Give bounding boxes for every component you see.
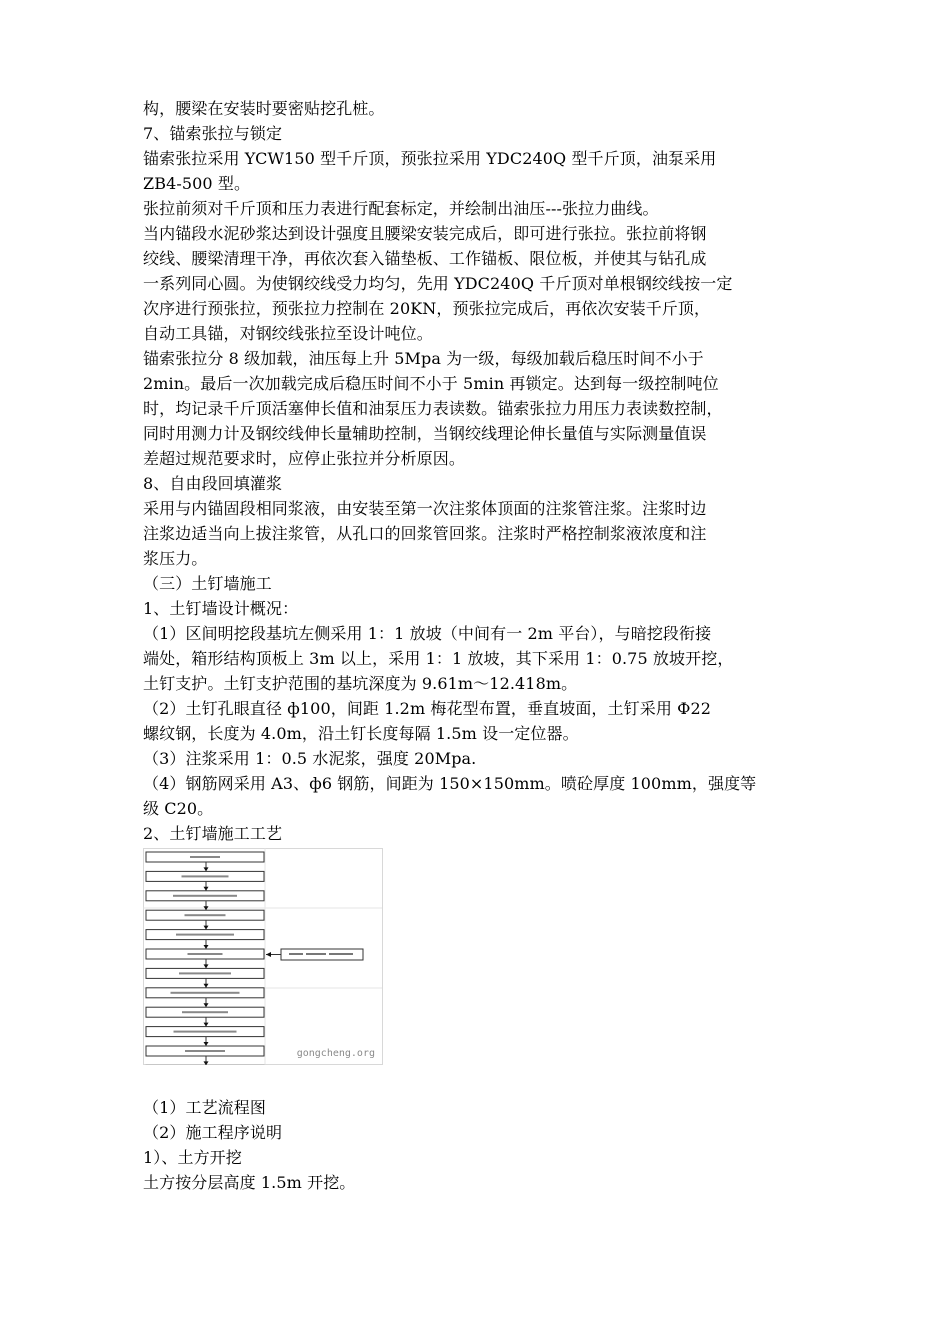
paragraph-line: 自动工具锚，对钢绞线张拉至设计吨位。 — [143, 324, 433, 343]
paragraph-line: 锚索张拉分 8 级加载，油压每上升 5Mpa 为一级，每级加载后稳压时间不小于 — [143, 349, 704, 368]
paragraph-line: 螺纹钢，长度为 4.0m，沿土钉长度每隔 1.5m 设一定位器。 — [143, 724, 579, 743]
paragraph-line: 级 C20。 — [143, 799, 214, 818]
flowchart-step-text — [185, 914, 226, 916]
section-heading: 7、锚索张拉与锁定 — [143, 124, 283, 143]
paragraph-line: 次序进行预张拉，预张拉力控制在 20KN，预张拉完成后，再依次安装千斤顶， — [143, 299, 711, 318]
text-block-top — [143, 96, 823, 846]
paragraph-line: （1）区间明挖段基坑左侧采用 1：1 放坡（中间有一 2m 平台），与暗挖段衔接 — [143, 624, 712, 643]
flowchart-step-text — [174, 1031, 237, 1033]
section-heading: 8、自由段回填灌浆 — [143, 474, 283, 493]
flowchart-step-text — [173, 895, 237, 897]
flowchart-step-text — [188, 953, 223, 955]
paragraph-line: 时，均记录千斤顶活塞伸长值和油泵压力表读数。锚索张拉力用压力表读数控制， — [143, 399, 723, 418]
paragraph-line: ZB4-500 型。 — [143, 174, 251, 193]
paragraph-line: 锚索张拉采用 YCW150 型千斤顶，预张拉采用 YDC240Q 型千斤顶，油泵采用 — [143, 149, 717, 168]
paragraph-line: （4）钢筋网采用 A3、ф6 钢筋，间距为 150×150mm。喷砼厚度 100mm，强度等 — [143, 774, 757, 793]
section-heading: 2、土钉墙施工工艺 — [143, 824, 283, 843]
flowchart-step-text — [185, 1050, 225, 1052]
paragraph-line: 同时用测力计及钢绞线伸长量辅助控制，当钢绞线理论伸长量值与实际测量值误 — [143, 424, 707, 443]
paragraph-line: 当内锚段水泥砂浆达到设计强度且腰梁安装完成后，即可进行张拉。张拉前将钢 — [143, 224, 707, 243]
flowchart-step-text — [182, 1011, 228, 1013]
paragraph-line: 采用与内锚固段相同浆液，由安装至第一次注浆体顶面的注浆管注浆。注浆时边 — [143, 499, 707, 518]
text-block-bottom — [143, 1095, 823, 1195]
flowchart-step-text — [190, 856, 220, 858]
section-heading: （三）土钉墙施工 — [143, 574, 272, 593]
section-heading: 1）、土方开挖 — [143, 1148, 242, 1167]
paragraph-line: 浆压力。 — [143, 549, 208, 568]
section-heading: 1、土钉墙设计概况： — [143, 599, 299, 618]
flowchart-step-text — [171, 992, 240, 994]
paragraph-line: 一系列同心圆。为使钢绞线受力均匀，先用 YDC240Q 千斤顶对单根钢绞线按一定 — [143, 274, 733, 293]
paragraph-line: 端处，箱形结构顶板上 3m 以上，采用 1：1 放坡，其下采用 1：0.75 放坡开挖， — [143, 649, 734, 668]
section-heading: （2）施工程序说明 — [143, 1123, 283, 1142]
paragraph-line: 绞线、腰梁清理干净，再依次套入锚垫板、工作锚板、限位板，并使其与钻孔成 — [143, 249, 707, 268]
paragraph-line: 构，腰梁在安装时要密贴挖孔桩。 — [143, 99, 385, 118]
paragraph-line: 土方按分层高度 1.5m 开挖。 — [143, 1173, 356, 1192]
watermark-text: gongcheng.org — [296, 1048, 375, 1059]
flowchart-step-text — [182, 875, 229, 877]
paragraph-line: 2min。最后一次加载完成后稳压时间不小于 5min 再锁定。达到每一级控制吨位 — [143, 374, 719, 393]
paragraph-line: 差超过规范要求时，应停止张拉并分析原因。 — [143, 449, 466, 468]
paragraph-line: 注浆边适当向上拔注浆管，从孔口的回浆管回浆。注浆时严格控制浆液浓度和注 — [143, 524, 707, 543]
paragraph-line: （2）土钉孔眼直径 ф100，间距 1.2m 梅花型布置，垂直坡面，土钉采用 Ф22 — [143, 699, 712, 718]
process-flowchart-image — [143, 848, 383, 1065]
paragraph-line: 张拉前须对千斤顶和压力表进行配套标定，并绘制出油压---张拉力曲线。 — [143, 199, 659, 218]
flowchart-step-text — [176, 934, 234, 936]
paragraph-line: （3）注浆采用 1：0.5 水泥浆，强度 20Mpa. — [143, 749, 477, 768]
figure-caption: （1）工艺流程图 — [143, 1098, 266, 1117]
paragraph-line: 土钉支护。土钉支护范围的基坑深度为 9.61m～12.418m。 — [143, 674, 578, 693]
document-page — [143, 96, 823, 1195]
flowchart-step-text — [179, 972, 231, 974]
